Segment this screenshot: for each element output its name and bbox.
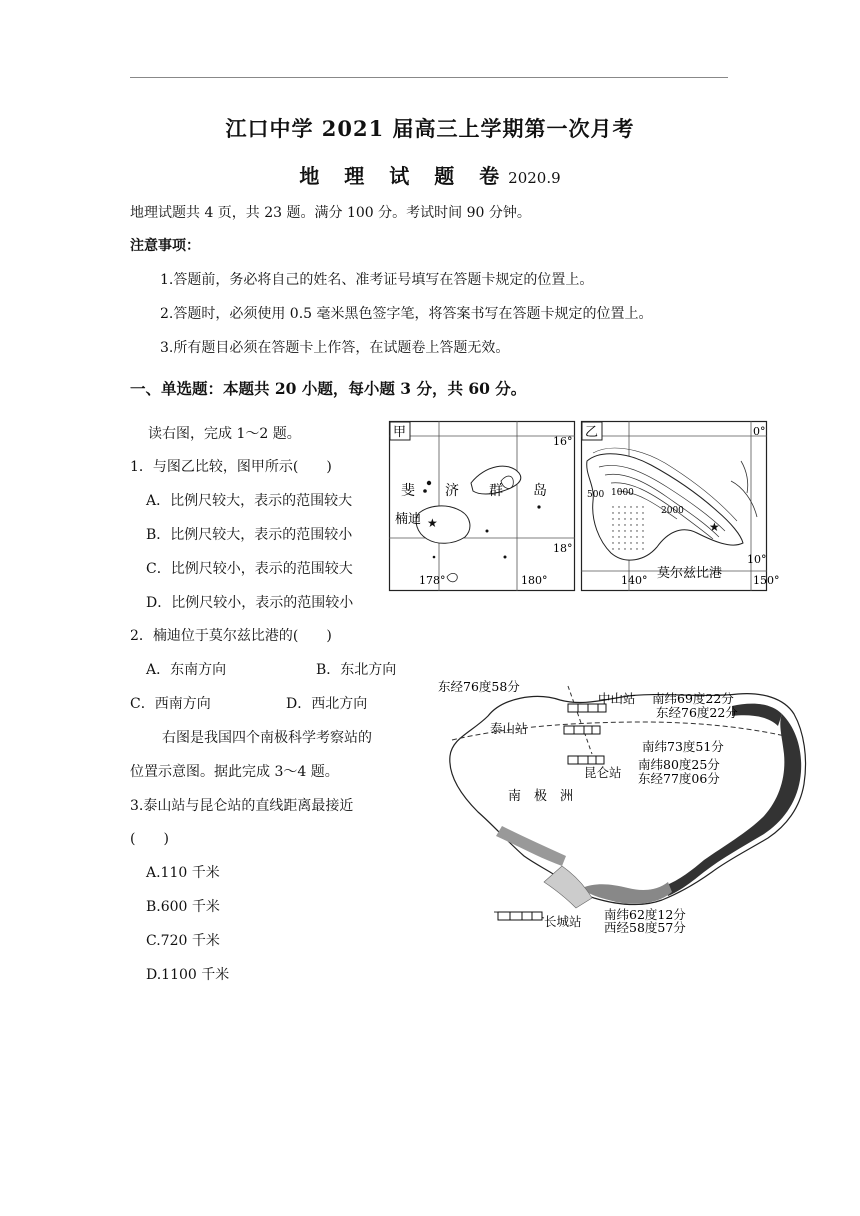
map-jia-lon-left: 178° [419, 574, 446, 587]
map-yi-png [581, 421, 780, 591]
contour-500-label: 500 [587, 490, 605, 500]
map-yi-lat-top: 0° [753, 425, 766, 438]
contour-1000-label: 1000 [611, 488, 634, 498]
island-dot [427, 481, 431, 485]
island-dot [433, 556, 436, 559]
zhongshan-coord-1: 南纬69度22分 [652, 691, 734, 706]
contour-2000-label: 2000 [661, 506, 684, 516]
island-dot [423, 489, 427, 493]
changcheng-coord-1: 南纬62度12分 [604, 907, 686, 922]
star-icon: ★ [427, 516, 438, 530]
map-yi-lon-right: 150° [753, 574, 780, 587]
changcheng-name: 长城站 [544, 914, 582, 929]
zhongshan-coord-2: 东经76度22分 [656, 705, 738, 720]
kunlun-name: 昆仑站 [584, 765, 622, 780]
page-subtitle [0, 160, 860, 189]
map-jia-fiji [389, 421, 575, 591]
kunlun-coord-2: 东经77度06分 [638, 771, 720, 786]
q1-option-b: B．比例尺较大，表示的范围较小 [146, 527, 353, 543]
island-viti-levu [416, 506, 470, 543]
island-dot [486, 530, 489, 533]
island-dot [537, 505, 540, 508]
map-jia-word: 群 [489, 483, 503, 499]
q2-option-a: A．东南方向 [146, 662, 227, 678]
q3-option-b: B.600 千米 [146, 899, 220, 915]
kunlun-coord-1: 南纬80度25分 [638, 757, 720, 772]
continent-label: 南 极 洲 [508, 789, 574, 804]
subtitle-text: 地 理 试 题 卷 [299, 164, 509, 188]
taishan-coord: 南纬73度51分 [642, 739, 724, 754]
notice-heading: 注意事项： [130, 238, 200, 254]
changcheng-flag [498, 912, 542, 920]
section-heading: 一、单选题：本题共 20 小题，每小题 3 分，共 60 分。 [130, 379, 527, 398]
map-jia-label: 甲 [393, 425, 407, 440]
antarctica-map [432, 676, 812, 935]
q1-option-c: C．比例尺较小，表示的范围较大 [146, 561, 353, 577]
map-yi-lon-left: 140° [621, 574, 648, 587]
map-jia-word: 岛 [533, 483, 547, 499]
map-jia-lat-bottom: 18° [553, 542, 573, 555]
kunlun-flag [568, 756, 604, 764]
taishan-name: 泰山站 [490, 721, 528, 736]
notice-item: 1.答题前，务必将自己的姓名、准考证号填写在答题卡规定的位置上。 [160, 272, 594, 288]
zhongshan-name: 中山站 [598, 691, 636, 706]
group2-intro-cont: 位置示意图。据此完成 3～4 题。 [130, 764, 339, 780]
map-jia-city-nadi: 楠迪 [395, 512, 422, 527]
q3-option-d: D.1100 千米 [146, 967, 230, 983]
header-rule [130, 77, 728, 78]
q1-option-d: D．比例尺较小，表示的范围较小 [146, 595, 354, 611]
taishan-flag [564, 726, 600, 734]
map-jia-lat-top: 16° [553, 435, 573, 448]
map-yi-city-port-moresby: 莫尔兹比港 [657, 566, 723, 581]
lowland-dots [611, 505, 645, 551]
group2-intro: 右图是我国四个南极科学考察站的 [162, 730, 372, 746]
map-jia-word: 斐 [401, 483, 415, 499]
lon-label: 东经76度58分 [438, 679, 520, 694]
exam-date: 2020.9 [508, 169, 561, 187]
star-icon: ★ [709, 520, 720, 534]
page-title: 江口中学 2021 届高三上学期第一次月考 [225, 116, 635, 141]
q3-stem-paren: ( ) [130, 831, 169, 847]
q1-option-a: A．比例尺较大，表示的范围较大 [146, 493, 353, 509]
group1-intro: 读右图，完成 1～2 题。 [148, 426, 301, 442]
q1-stem: 1．与图乙比较，图甲所示( ) [130, 459, 332, 475]
changcheng-coord-2: 西经58度57分 [604, 920, 686, 935]
map-jia-lon-right: 180° [521, 574, 548, 587]
intro-text: 地理试题共 4 页，共 23 题。满分 100 分。考试时间 90 分钟。 [130, 205, 531, 221]
q2-option-b: B．东北方向 [316, 662, 397, 678]
q2-option-d: D．西北方向 [286, 696, 368, 712]
q2-option-c: C．西南方向 [130, 696, 211, 712]
q3-option-a: A.110 千米 [146, 865, 220, 881]
island-dot [504, 556, 507, 559]
map-yi-lat-bottom: 10° [747, 553, 767, 566]
q3-option-c: C.720 千米 [146, 933, 220, 949]
notice-item: 3.所有题目必须在答题卡上作答，在试题卷上答题无效。 [160, 340, 510, 356]
q3-stem: 3.泰山站与昆仑站的直线距离最接近 [130, 798, 354, 814]
map-jia-word: 济 [445, 483, 459, 499]
q2-stem: 2．楠迪位于莫尔兹比港的( ) [130, 628, 332, 644]
notice-item: 2.答题时，必须使用 0.5 毫米黑色签字笔，将答案书写在答题卡规定的位置上。 [160, 306, 653, 322]
map-yi-label: 乙 [585, 425, 599, 440]
